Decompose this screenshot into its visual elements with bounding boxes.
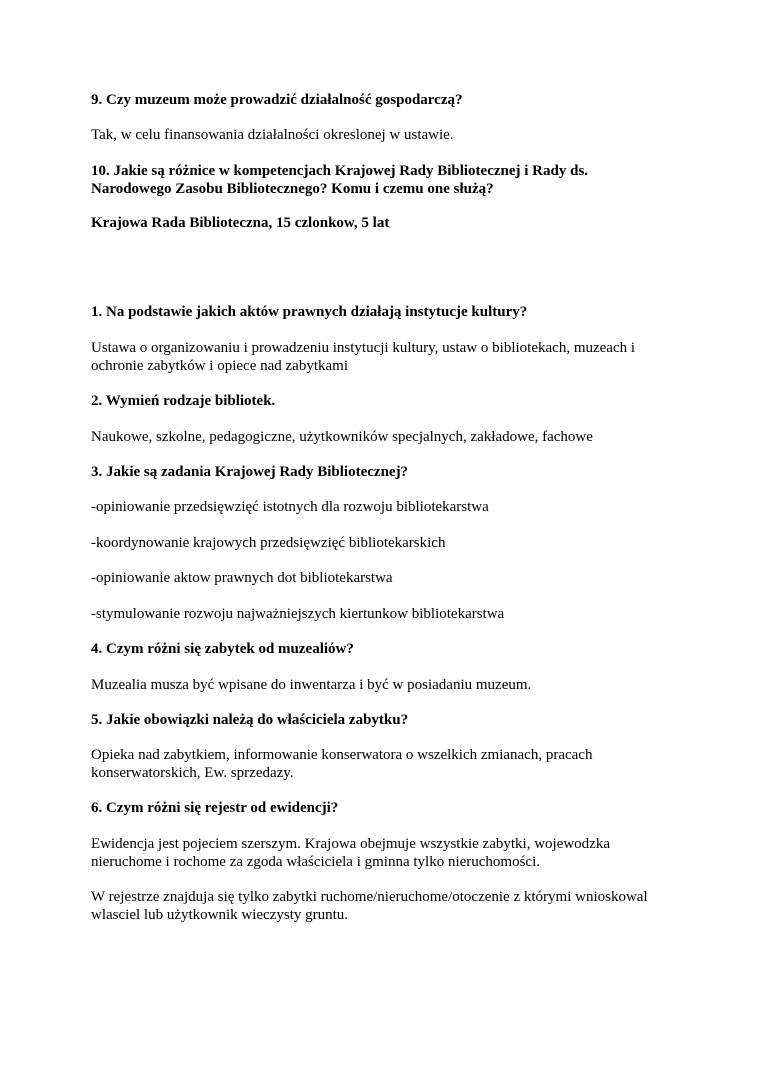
question-9-heading: 9. Czy muzeum może prowadzić działalność gospodarczą? (91, 92, 463, 108)
question-2-answer: Naukowe, szkolne, pedagogiczne, użytkowników specjalnych, zakładowe, fachowe (91, 429, 593, 445)
question-3-item: -koordynowanie krajowych przedsięwzięć bibliotekarskich (91, 535, 446, 551)
question-4-answer: Muzealia musza być wpisane do inwentarza i być w posiadaniu muzeum. (91, 677, 532, 693)
question-1-answer-line1: Ustawa o organizowaniu i prowadzeniu instytucji kultury, ustaw o bibliotekach, muzeach i (91, 340, 636, 356)
question-10-heading-line2: Narodowego Zasobu Bibliotecznego? Komu i czemu one służą? (91, 181, 494, 197)
question-1-heading: 1. Na podstawie jakich aktów prawnych działają instytucje kultury? (91, 304, 528, 320)
question-6-answer-2-line1: W rejestrze znajduja się tylko zabytki ruchome/nieruchome/otoczenie z którymi wnioskowal (91, 889, 648, 905)
question-6-heading: 6. Czym różni się rejestr od ewidencji? (91, 800, 339, 816)
question-6-answer-1-line2: nieruchome i rochome za zgoda właściciela i gminna tylko nieruchomości. (91, 854, 541, 870)
question-5-heading: 5. Jakie obowiązki należą do właściciela zabytku? (91, 712, 409, 728)
question-3-item: -stymulowanie rozwoju najważniejszych kiertunkow bibliotekarstwa (91, 606, 505, 622)
question-10-answer: Krajowa Rada Biblioteczna, 15 czlonkow, 5 lat (91, 215, 390, 231)
question-9-answer: Tak, w celu finansowania działalności okreslonej w ustawie. (91, 127, 454, 143)
question-5-answer-line2: konserwatorskich, Ew. sprzedazy. (91, 765, 294, 781)
question-6-answer-2-line2: wlasciel lub użytkownik wieczysty gruntu. (91, 907, 349, 923)
question-10-heading-line1: 10. Jakie są różnice w kompetencjach Krajowej Rady Bibliotecznej i Rady ds. (91, 163, 589, 179)
question-1-answer-line2: ochronie zabytków i opiece nad zabytkami (91, 358, 348, 374)
question-2-heading: 2. Wymień rodzaje bibliotek. (91, 393, 276, 409)
question-6-answer-1-line1: Ewidencja jest pojeciem szerszym. Krajowa obejmuje wszystkie zabytki, wojewodzka (91, 836, 610, 852)
question-3-heading: 3. Jakie są zadania Krajowej Rady Bibliotecznej? (91, 464, 409, 480)
question-5-answer-line1: Opieka nad zabytkiem, informowanie konserwatora o wszelkich zmianach, pracach (91, 747, 593, 763)
question-3-item: -opiniowanie przedsięwzięć istotnych dla rozwoju bibliotekarstwa (91, 499, 489, 515)
question-3-item: -opiniowanie aktow prawnych dot bibliotekarstwa (91, 570, 393, 586)
question-4-heading: 4. Czym różni się zabytek od muzealiów? (91, 641, 354, 657)
